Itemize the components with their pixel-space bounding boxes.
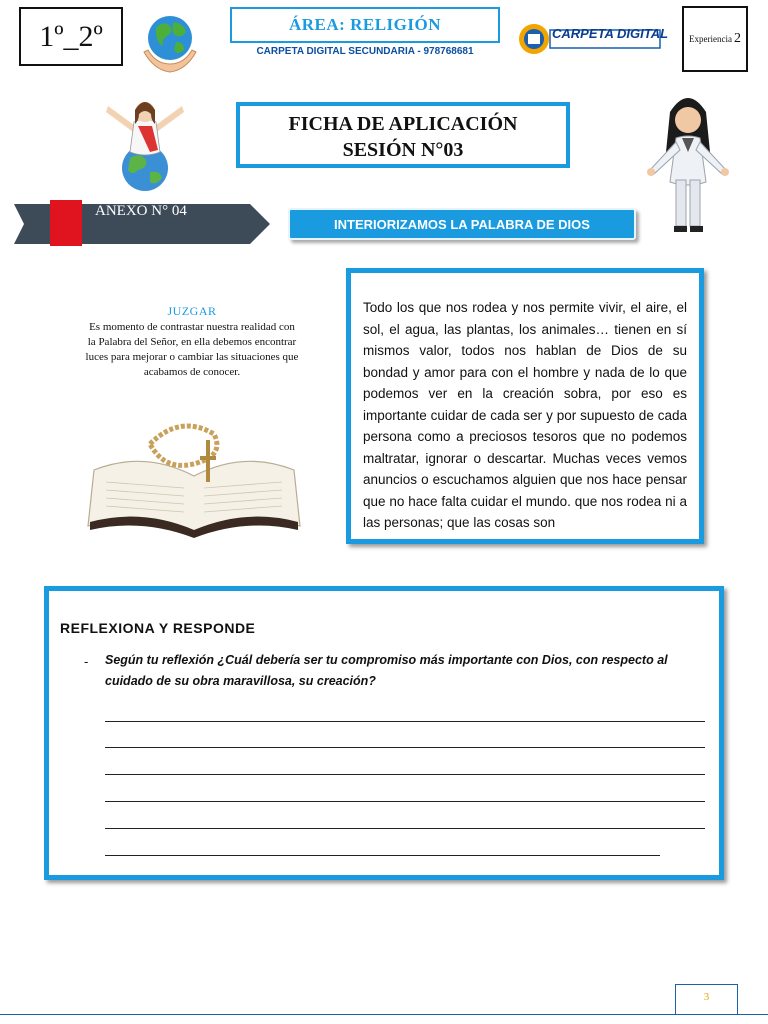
bible-with-rosary-icon [84, 410, 304, 540]
experience-box [682, 6, 748, 72]
annex-label: ANEXO N° 04 [95, 203, 187, 219]
reflection-bullet: - [84, 654, 89, 669]
title-box [236, 102, 570, 168]
annex-banner [288, 208, 636, 240]
experience-number: 2 [733, 31, 741, 46]
title-line2: SESIÓN N°03 [342, 139, 464, 161]
answer-line-3[interactable] [105, 774, 705, 775]
page-number-box [675, 984, 738, 1014]
reflection-question: Según tu reflexión ¿Cuál debería ser tu compromiso más importante con Dios, con respecto al cuidado de su obra maravillosa, su creación? [105, 653, 668, 688]
experience-label: Experiencia [689, 34, 732, 44]
area-title: ÁREA: RELIGIÓN [289, 15, 441, 34]
reflection-title: REFLEXIONA Y RESPONDE [60, 620, 256, 636]
reading-box [346, 268, 704, 544]
area-title-box [230, 7, 500, 43]
logo-text: CARPETA DIGITAL [552, 26, 669, 41]
answer-line-2[interactable] [105, 747, 705, 748]
reading-text: Todo los que nos rodea y nos permite vivir, el aire, el sol, el agua, las plantas, los animales… tienen en sí mismos valor, todos nos hablan de Dios de su bondad y amor para con el hombre y nada de lo que podemos ver en la creación sobra, por eso es importante cuidar de cada ser y por supuesto de cada persona como a preciosos tesoros que no podemos maltratar, ignorar o descartar. Muchas veces vemos anuncios o escuchamos alguien que nos hace pensar que no hace falta cuidar el mundo. que nos rodea ni a las personas; que las cosas son [363, 300, 687, 530]
globe-in-hands-icon [138, 8, 202, 78]
teacher-figure-icon [640, 92, 736, 240]
footer-line [0, 1014, 768, 1015]
answer-line-4[interactable] [105, 801, 705, 802]
header-subtitle: CARPETA DIGITAL SECUNDARIA - 978768681 [256, 46, 474, 57]
title-line1: FICHA DE APLICACIÓN [288, 113, 518, 135]
page-number: 3 [703, 991, 710, 1003]
answer-line-5[interactable] [105, 828, 705, 829]
annex-banner-text: INTERIORIZAMOS LA PALABRA DE DIOS [334, 216, 590, 232]
juzgar-title: JUZGAR [167, 304, 217, 318]
answer-line-1[interactable] [105, 721, 705, 722]
jesus-on-globe-icon [104, 92, 186, 192]
answer-line-6[interactable] [105, 855, 660, 856]
grade-box [19, 7, 123, 66]
juzgar-text: Es momento de contrastar nuestra realidad con la Palabra del Señor, en ella debemos encontrar luces para mejorar o cambiar las situaciones que acabamos de conocer. [85, 321, 299, 378]
grade-label: 1º_2º [39, 19, 103, 53]
